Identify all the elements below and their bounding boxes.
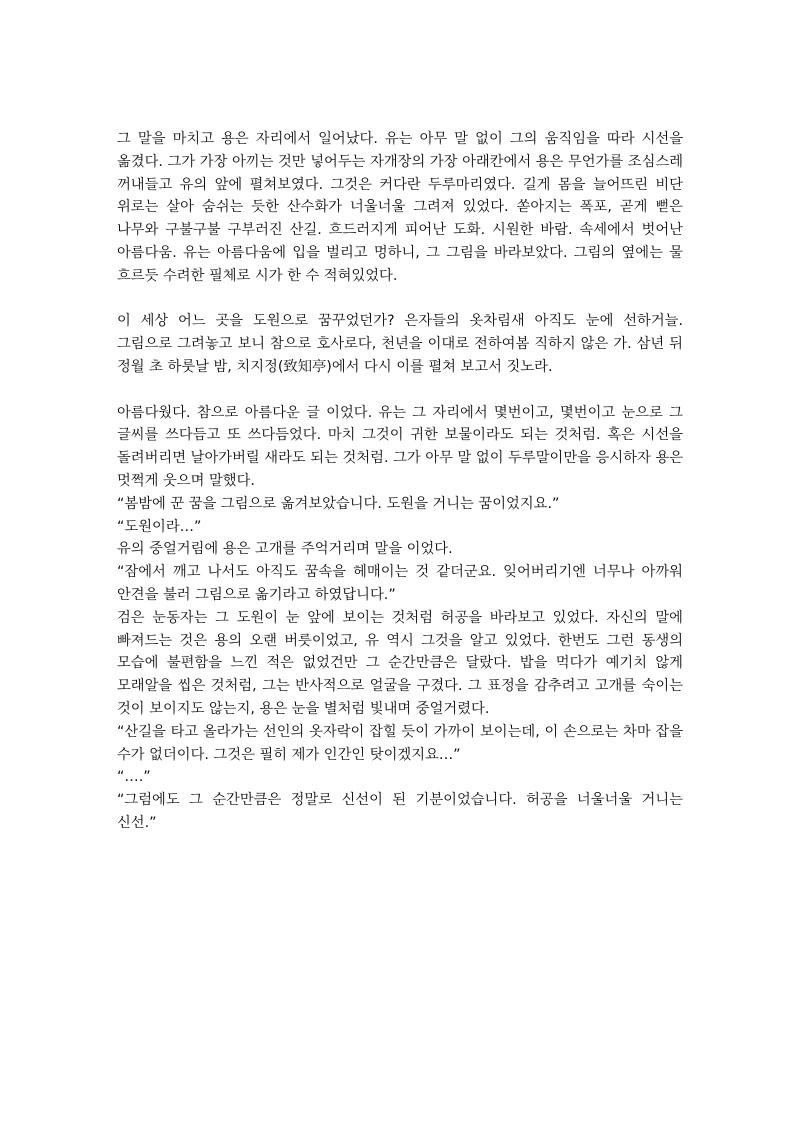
dialogue-line: “….” [117, 769, 151, 786]
dialogue-line: “그럼에도 그 순간만큼은 정말로 신선이 된 기분이었습니다. 허공을 너울너울 거니는 신선.” [117, 792, 683, 831]
paragraph-2-poem: 이 세상 어느 곳을 도원으로 꿈꾸었던가? 은자들의 옷차림새 아직도 눈에 선하거늘. 그림으로 그려놓고 보니 참으로 호사로다, 천년을 이대로 전하여봄 직하지 않은 가. 삼년 뒤 정월 초 하룻날 밤, 치지정(致知亭)에서 다시 이를 펼쳐 보고서 짓노라. [117, 313, 683, 375]
narration-line: 유의 중얼거림에 용은 고개를 주억거리며 말을 이었다. [117, 541, 453, 558]
paragraph-3: 아름다웠다. 참으로 아름다운 글 이었다. 유는 그 자리에서 몇번이고, 몇번이고 눈으로 그 글씨를 쓰다듬고 또 쓰다듬었다. 마치 그것이 귀한 보물이라도 되는 것처럼. 혹은 시선을 돌려버리면 날아가버릴 새라도 되는 것처럼. 그가 아무 말 없이 두루말이만을 응시하자 용은 멋쩍게 웃으며 말했다. [117, 404, 683, 489]
dialogue-line: “도원이라…” [117, 518, 202, 535]
paragraph-1: 그 말을 마치고 용은 자리에서 일어났다. 유는 아무 말 없이 그의 움직임을 따라 시선을 옮겼다. 그가 가장 아끼는 것만 넣어두는 자개장의 가장 아래칸에서 용은 무언가를 조심스레 꺼내들고 유의 앞에 펼쳐보였다. 그것은 커다란 두루마리였다. 길게 몸을 늘어뜨린 비단 위로는 살아 숨쉬는 듯한 산수화가 너울너울 그려져 있었다. 쏟아지는 폭포, 곧게 뻗은 나무와 구불구불 구부러진 산길. 흐드러지게 피어난 도화. 시원한 바람. 속세에서 벗어난 아름다움. 유는 아름다움에 입을 벌리고 멍하니, 그 그림을 바라보았다. 그림의 옆에는 물 흐르듯 수려한 필체로 시가 한 수 적혀있었다. [117, 131, 683, 284]
paragraph-gap [117, 379, 683, 402]
dialogue-line: “잠에서 깨고 나서도 아직도 꿈속을 헤매이는 것 같더군요. 잊어버리기엔 너무나 아까워 안견을 불러 그림으로 옮기라고 하였답니다.” [117, 564, 683, 603]
document-page [117, 128, 683, 835]
narration-paragraph: 검은 눈동자는 그 도원이 눈 앞에 보이는 것처럼 허공을 바라보고 있었다. 자신의 말에 빠져드는 것은 용의 오랜 버릇이었고, 유 역시 그것을 알고 있었다. 한번도 그런 동생의 모습에 불편함을 느낀 적은 없었건만 그 순간만큼은 달랐다. 밥을 먹다가 예기치 않게 모래알을 씹은 것처럼, 그는 반사적으로 얼굴을 구겼다. 그 표정을 감추려고 고개를 숙이는 것이 보이지도 않는지, 용은 눈을 별처럼 빛내며 중얼거렸다. [117, 609, 683, 717]
dialogue-line: “봄밤에 꾼 꿈을 그림으로 옮겨보았습니다. 도원을 거니는 꿈이었지요.” [117, 495, 560, 512]
paragraph-gap [117, 288, 683, 311]
dialogue-line: “산길을 타고 올라가는 선인의 옷자락이 잡힐 듯이 가까이 보이는데, 이 손으로는 차마 잡을 수가 없더이다. 그것은 필히 제가 인간인 탓이겠지요…” [117, 723, 683, 763]
